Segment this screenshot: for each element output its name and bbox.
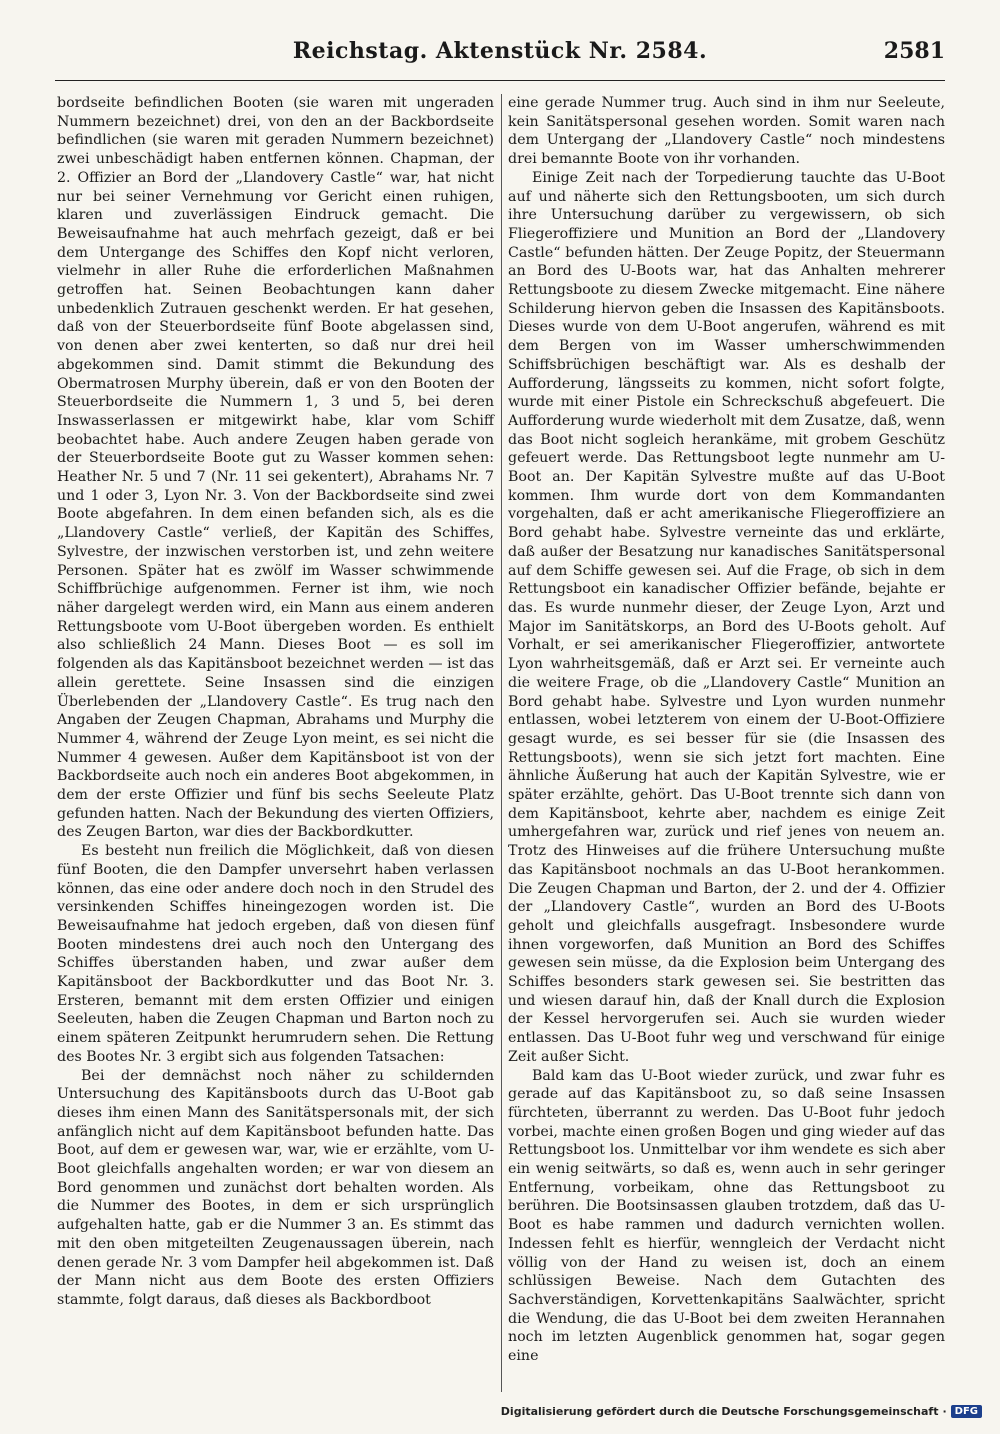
right-column	[508, 94, 945, 1366]
column-divider	[501, 94, 502, 1392]
page-header	[55, 38, 945, 78]
paragraph: bordseite befindlichen Booten (sie waren mit ungeraden Nummern bezeichnet) drei, von den an der Backbordseite befindlichen (sie waren mit geraden Nummern bezeichnet) zwei unbeschädigt haben entfernen können. Chapman, der 2. Offizier an Bord der „Llandovery Castle“ war, hat nicht nur bei seiner Vernehmung vor Gericht einen ruhigen, klaren und zuverlässigen Eindruck gemacht. Die Beweisaufnahme hat auch mehrfach gezeigt, daß er bei dem Untergange des Schiffes den Kopf nicht verloren, vielmehr in aller Ruhe die erforderlichen Maßnahmen getroffen hat. Seinen Beobachtungen kann daher unbedenklich Zutrauen geschenkt werden. Er hat gesehen, daß von der Steuerbordseite fünf Boote abgelassen sind, von denen aber zwei kenterten, so daß nur drei heil abgekommen sind. Damit stimmt die Bekundung des Obermatrosen Murphy überein, daß er von den Booten der Steuerbordseite die Nummern 1, 3 und 5, bei deren Inswasserlassen er mitgewirkt habe, klar vom Schiff beobachtet habe. Auch andere Zeugen haben gerade von der Steuerbordseite Boote gut zu Wasser kommen sehen: Heather Nr. 5 und 7 (Nr. 11 sei gekentert), Abrahams Nr. 7 und 1 oder 3, Lyon Nr. 3. Von der Backbordseite sind zwei Boote abgefahren. In dem einen befanden sich, als es die „Llandovery Castle“ verließ, der Kapitän des Schiffes, Sylvestre, der inzwischen verstorben ist, und zehn weitere Personen. Später hat es zwölf im Wasser schwimmende Schiffbrüchige aufgenommen. Ferner ist ihm, wie noch näher dargelegt werden wird, ein Mann aus einem anderen Rettungsboote vom U-Boot übergeben worden. Es enthielt also schließlich 24 Mann. Dieses Boot — es soll im folgenden als das Kapitänsboot bezeichnet werden — ist das allein gerettete. Seine Insassen sind die einzigen Überlebenden der „Llandovery Castle“. Es trug nach den Angaben der Zeugen Chapman, Abrahams und Murphy die Nummer 4, während der Zeuge Lyon meint, es sei nicht die Nummer 4 gewesen. Außer dem Kapitänsboot ist von der Backbordseite auch noch ein anderes Boot abgekommen, in dem der erste Offizier und fünf bis sechs Seeleute Platz gefunden hatten. Nach der Bekundung des vierten Offiziers, des Zeugen Barton, war dies der Backbordkutter.	[57, 95, 494, 841]
paragraph: Bald kam das U-Boot wieder zurück, und zwar fuhr es gerade auf das Kapitänsboot zu, so daß seine Insassen fürchteten, überrannt zu werden. Das U-Boot fuhr jedoch vorbei, machte einen großen Bogen und ging wieder auf das Rettungsboot los. Unmittelbar vor ihm wendete es sich aber ein wenig seitwärts, so daß es, wenn auch in sehr geringer Entfernung, vorbeikam, ohne das Rettungsboot zu berühren. Die Bootsinsassen glauben trotzdem, daß das U-Boot es habe rammen und dadurch vernichten wollen. Indessen fehlt es hierfür, wenngleich der Verdacht nicht völlig von der Hand zu weisen ist, doch an einem schlüssigen Beweise. Nach dem Gutachten des Sachverständigen, Korvettenkapitäns Saalwächter, spricht die Wendung, die das U-Boot bei dem zweiten Herannahen noch im letzten Augenblick genommen hat, sogar gegen eine	[508, 1067, 945, 1365]
left-column	[57, 94, 494, 1310]
credit-text: Digitalisierung gefördert durch die Deutsche Forschungsgemeinschaft	[500, 1404, 939, 1418]
running-title: Reichstag. Aktenstück Nr. 2584.	[292, 38, 708, 64]
paragraph: Bei der demnächst noch näher zu schildernden Untersuchung des Kapitänsboots durch das U-Boot gab dieses ihm einen Mann des Sanitätspersonals mit, der sich anfänglich nicht auf dem Kapitänsboot befunden hatte. Das Boot, auf dem er gewesen war, war, wie er erzählte, vom U-Boot gleichfalls angehalten worden; er war von diesem an Bord genommen und zunächst dort behalten worden. Als die Nummer des Bootes, in dem er sich ursprünglich aufgehalten hatte, gab er die Nummer 3 an. Es stimmt das mit den oben mitgeteilten Zeugenaussagen überein, nach denen gerade Nr. 3 vom Dampfer heil abgekommen ist. Daß der Mann nicht aus dem Boote des ersten Offiziers stammte, folgt daraus, daß dieses als Backbordboot	[57, 1067, 494, 1308]
page-number: 2581	[883, 38, 945, 64]
paragraph: eine gerade Nummer trug. Auch sind in ihm nur Seeleute, kein Sanitätspersonal gesehen worden. Somit waren nach dem Untergang der „Llandovery Castle“ noch mindestens drei bemannte Boote von ihr vorhanden.	[508, 95, 945, 168]
dfg-logo: DFG	[951, 1405, 982, 1418]
digitization-credit: Digitalisierung gefördert durch die Deutsche Forschungsgemeinschaft · DFG	[501, 1402, 982, 1420]
paragraph: Einige Zeit nach der Torpedierung tauchte das U-Boot auf und näherte sich den Rettungsbooten, um sich durch ihre Untersuchung darüber zu vergewissern, ob sich Fliegeroffiziere und Munition an Bord der „Llandovery Castle“ befunden hätten. Der Zeuge Popitz, der Steuermann an Bord des U-Boots war, hat das Anhalten mehrerer Rettungsboote zu diesem Zwecke mitgemacht. Eine nähere Schilderung hiervon geben die Insassen des Kapitänsboots. Dieses wurde von dem U-Boot angerufen, während es mit dem Bergen von im Wasser umherschwimmenden Schiffsbrüchigen beschäftigt war. Als es deshalb der Aufforderung, längsseits zu kommen, nicht sofort folgte, wurde mit einer Pistole ein Schreckschuß abgefeuert. Die Aufforderung wurde wiederholt mit dem Zusatze, daß, wenn das Boot nicht sogleich herankäme, mit grobem Geschütz gefeuert werde. Das Rettungsboot legte nunmehr am U-Boot an. Der Kapitän Sylvestre mußte auf das U-Boot kommen. Ihm wurde dort von dem Kommandanten vorgehalten, daß er acht amerikanische Fliegeroffiziere an Bord gehabt habe. Sylvestre verneinte das und erklärte, daß außer der Besatzung nur kanadisches Sanitätspersonal auf dem Schiffe gewesen sei. Auf die Frage, ob sich in dem Rettungsboot ein kanadischer Offizier befände, bejahte er das. Es wurde nunmehr dieser, der Zeuge Lyon, Arzt und Major im Sanitätskorps, an Bord des U-Boots geholt. Auf Vorhalt, er sei amerikanischer Fliegeroffizier, antwortete Lyon wahrheitsgemäß, daß er Arzt sei. Er verneinte auch die weitere Frage, ob die „Llandovery Castle“ Munition an Bord gehabt habe. Sylvestre und Lyon wurden nunmehr entlassen, wobei letzterem von einem der U-Boot-Offiziere gesagt wurde, es sei besser für sie (die Insassen des Rettungsboots), wenn sie sich jetzt fort machten. Eine ähnliche Äußerung hat auch der Kapitän Sylvestre, wie er später erzählte, gehört. Das U-Boot trennte sich dann von dem Kapitänsboot, kehrte aber, nachdem es einige Zeit umhergefahren war, zurück und rief jenes von neuem an. Trotz des Hinweises auf die frühere Untersuchung mußte das Kapitänsboot nochmals an das U-Boot herankommen. Die Zeugen Chapman und Barton, der 2. und der 4. Offizier der „Llandovery Castle“, wurden an Bord des U-Boots geholt und gleichfalls ausgefragt. Insbesondere wurde ihnen vorgeworfen, daß Munition an Bord des Schiffes gewesen sein müsse, da die Explosion beim Untergang des Schiffes besonders stark gewesen sei. Sie bestritten das und wiesen darauf hin, daß der Knall durch die Explosion der Kessel hervorgerufen sei. Auch sie wurden wieder entlassen. Das U-Boot fuhr weg und verschwand für einige Zeit außer Sicht.	[508, 169, 945, 1065]
paragraph: Es besteht nun freilich die Möglichkeit, daß von diesen fünf Booten, die den Dampfer unversehrt haben verlassen können, das eine oder andere doch noch in den Strudel des versinkenden Schiffes hineingezogen worden ist. Die Beweisaufnahme hat jedoch ergeben, daß von diesen fünf Booten mindestens drei auch noch den Untergang des Schiffes überstanden haben, und zwar außer dem Kapitänsboot der Backbordkutter und das Boot Nr. 3. Ersteren, bemannt mit dem ersten Offizier und einigen Seeleuten, haben die Zeugen Chapman und Barton noch zu einem späteren Zeitpunkt herumrudern sehen. Die Rettung des Bootes Nr. 3 ergibt sich aus folgenden Tatsachen:	[57, 843, 494, 1065]
header-rule	[55, 80, 945, 81]
